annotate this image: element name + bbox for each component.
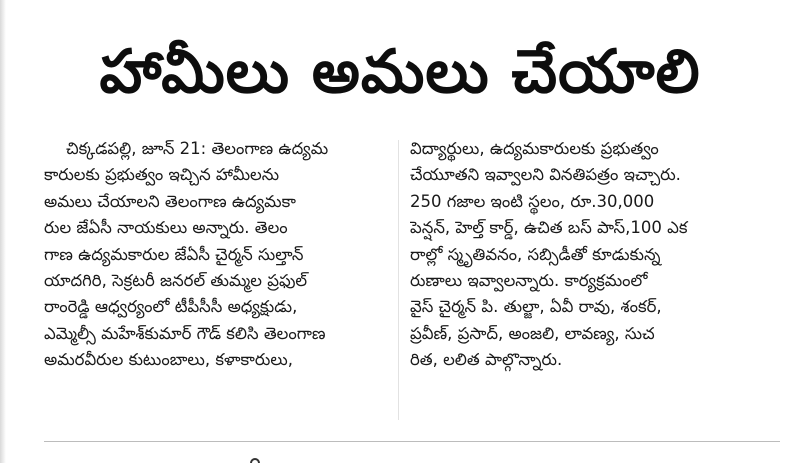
article-line: 250 గజాల ఇంటి స్థలం, రూ.30,000 (410, 191, 655, 211)
next-article-fragment (250, 452, 278, 463)
article-line: వైస్ చైర్మన్ పి. తుల్జా, ఏవీ రావు, శంకర్, (410, 297, 662, 317)
article-line: రుల జేఏసీ నాయకులు అన్నారు. తెలం (44, 218, 288, 238)
bottom-rule (44, 441, 780, 442)
article-right-column (410, 136, 780, 374)
article-line: అమలు చేయాలని తెలంగాణ ఉద్యమకా (44, 191, 296, 211)
article-line: విద్యార్థులు, ఉద్యమకారులకు ప్రభుత్వం (410, 139, 659, 158)
article-line: చేయూతని ఇవ్వాలని వినతిపత్రం ఇచ్చారు. (410, 165, 681, 185)
article-line: పెన్షన్, హెల్త్ కార్డ్, ఉచిత బస్ పాస్,100 ఎక (410, 218, 688, 238)
headline: హామీలు అమలు చేయాలి (99, 37, 701, 107)
article-line: గాణ ఉద్యమకారుల జేఏసీ చైర్మన్ సుల్తాన్ (44, 244, 304, 264)
article-line: ఎమ్మెల్సీ మహేశ్‌కుమార్ గౌడ్ కలిసి తెలంగాణ (44, 323, 326, 343)
article-line: ప్రవీణ్, ప్రసాద్, అంజలి, లావణ్య, సుచ (410, 323, 655, 343)
article-line: అమరవీరుల కుటుంబాలు, కళాకారులు, (44, 350, 293, 370)
article-line: కారులకు ప్రభుత్వం ఇచ్చిన హామీలను (44, 165, 280, 185)
column-separator (398, 140, 399, 420)
article-line: రాంరెడ్డి ఆధ్వర్యంలో టీపీసీసీ అధ్యక్షుడు, (44, 297, 298, 317)
article-line: రిత, లలిత పాల్గొన్నారు. (410, 350, 563, 370)
article-line: యాదగిరి, సెక్రటరీ జనరల్ తుమ్మల ప్రఫుల్ (44, 270, 308, 290)
article-line: రాల్లో స్మృతివనం, సబ్సిడీతో కూడుకున్న (410, 244, 661, 264)
article-left-column (44, 136, 390, 374)
article-line: రుణాలు ఇవ్వాలన్నారు. కార్యక్రమంలో (410, 270, 648, 290)
article-line: చిక్కడపల్లి, జూన్ 21: తెలంగాణ ఉద్యమ (66, 139, 329, 158)
